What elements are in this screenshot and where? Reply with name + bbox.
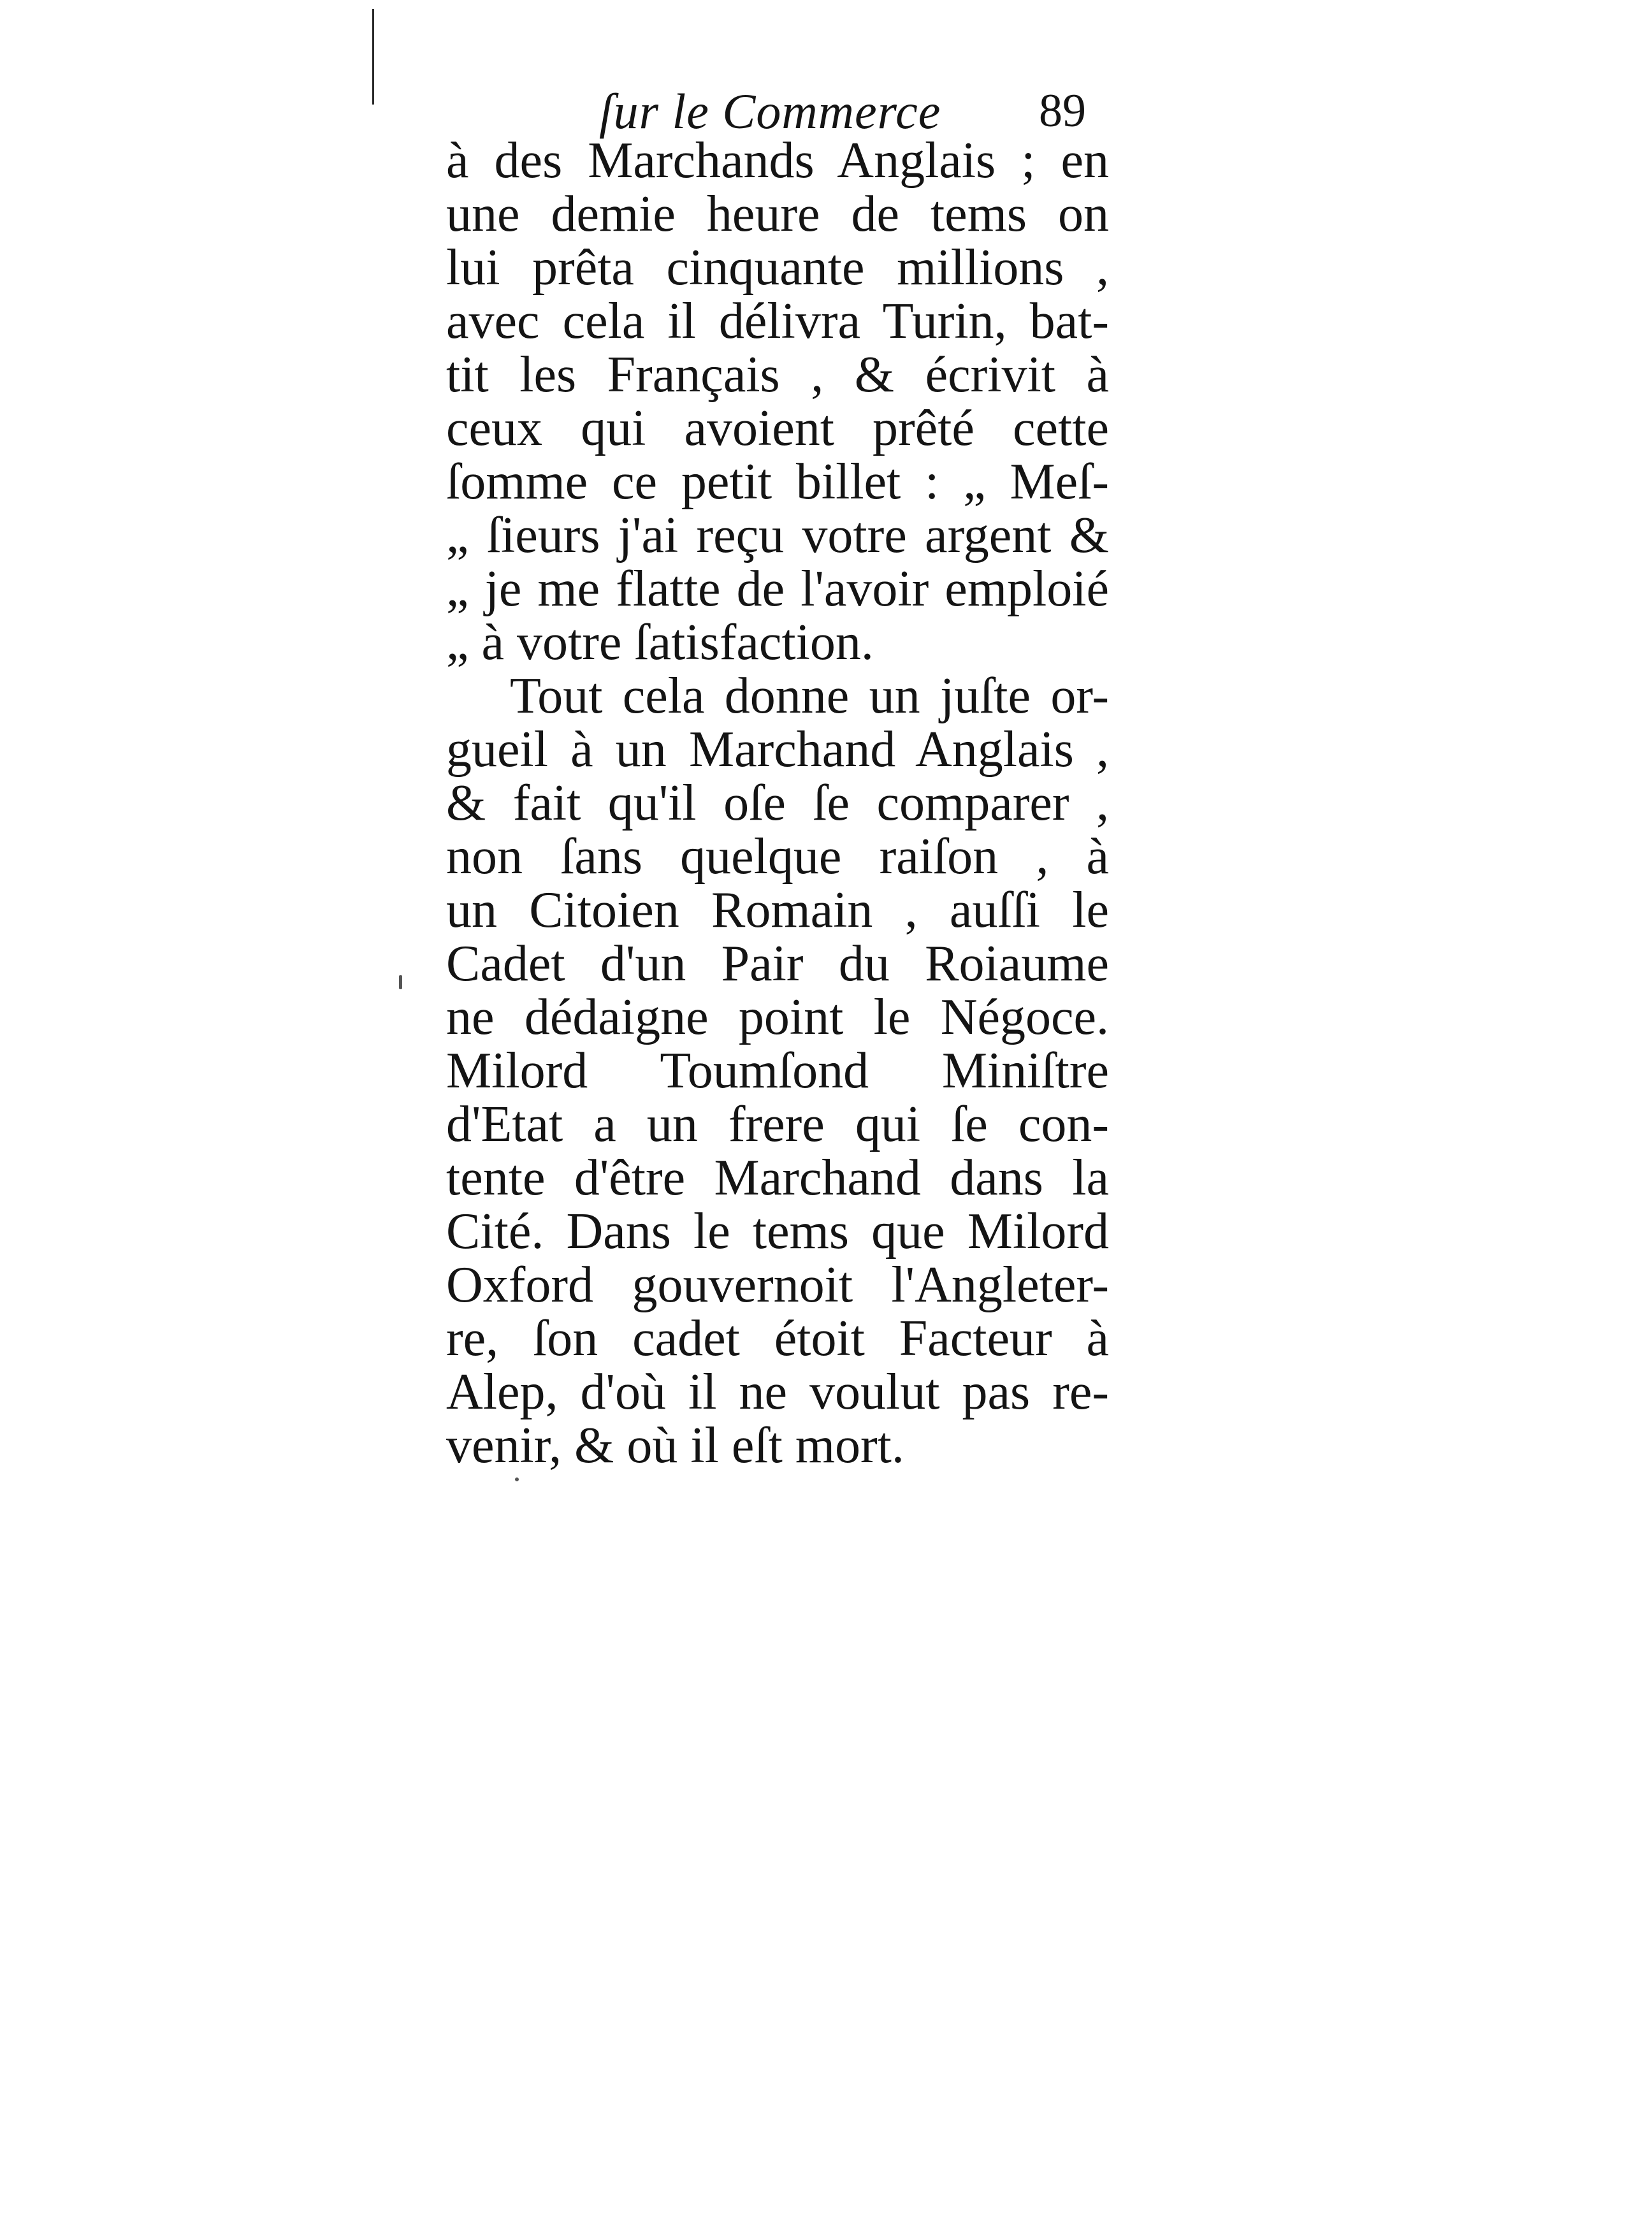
margin-speck — [515, 1477, 519, 1481]
text-line: Milord Toumſond Miniſtre — [446, 1043, 1109, 1099]
text-line: „ ſieurs j'ai reçu votre argent & — [446, 507, 1109, 563]
margin-speck — [399, 975, 402, 989]
text-line: Alep, d'où il ne voulut pas re- — [446, 1364, 1109, 1420]
text-line: Cité. Dans le tems que Milord — [446, 1203, 1109, 1260]
text-line: „ à votre ſatisfaction. — [446, 614, 874, 671]
text-line: ne dédaigne point le Négoce. — [446, 989, 1109, 1045]
text-line: à des Marchands Anglais ; en — [446, 133, 1109, 189]
gutter-edge-mark — [372, 9, 374, 105]
page-number: 89 — [1039, 85, 1086, 137]
text-line: lui prêta cinquante millions , — [446, 240, 1109, 296]
text-line: ceux qui avoient prêté cette — [446, 400, 1109, 456]
text-line: Tout cela donne un juſte or- — [510, 668, 1109, 724]
text-line: „ je me flatte de l'avoir emploié — [446, 561, 1109, 617]
text-line: & fait qu'il oſe ſe comparer , — [446, 775, 1109, 831]
text-line: avec cela il délivra Turin, bat- — [446, 293, 1109, 349]
running-title: ſur le Commerce — [599, 83, 941, 139]
body-text — [446, 134, 1109, 1472]
text-line: ſomme ce petit billet : „ Meſ- — [446, 454, 1109, 510]
text-line: non ſans quelque raiſon , à — [446, 829, 1109, 885]
text-line: venir, & où il eſt mort. — [446, 1418, 904, 1474]
paragraph — [446, 669, 1109, 1472]
text-line: re, ſon cadet étoit Facteur à — [446, 1310, 1109, 1367]
text-line: Oxford gouvernoit l'Angleter- — [446, 1257, 1109, 1313]
text-line: tit les Français , & écrivit à — [446, 347, 1109, 403]
text-line: une demie heure de tems on — [446, 186, 1109, 242]
text-line: tente d'être Marchand dans la — [446, 1150, 1109, 1206]
text-line: d'Etat a un frere qui ſe con- — [446, 1096, 1109, 1152]
text-line: un Citoien Romain , auſſi le — [446, 882, 1109, 938]
text-line: gueil à un Marchand Anglais , — [446, 722, 1109, 778]
paragraph — [446, 134, 1109, 669]
text-line: Cadet d'un Pair du Roiaume — [446, 936, 1109, 992]
